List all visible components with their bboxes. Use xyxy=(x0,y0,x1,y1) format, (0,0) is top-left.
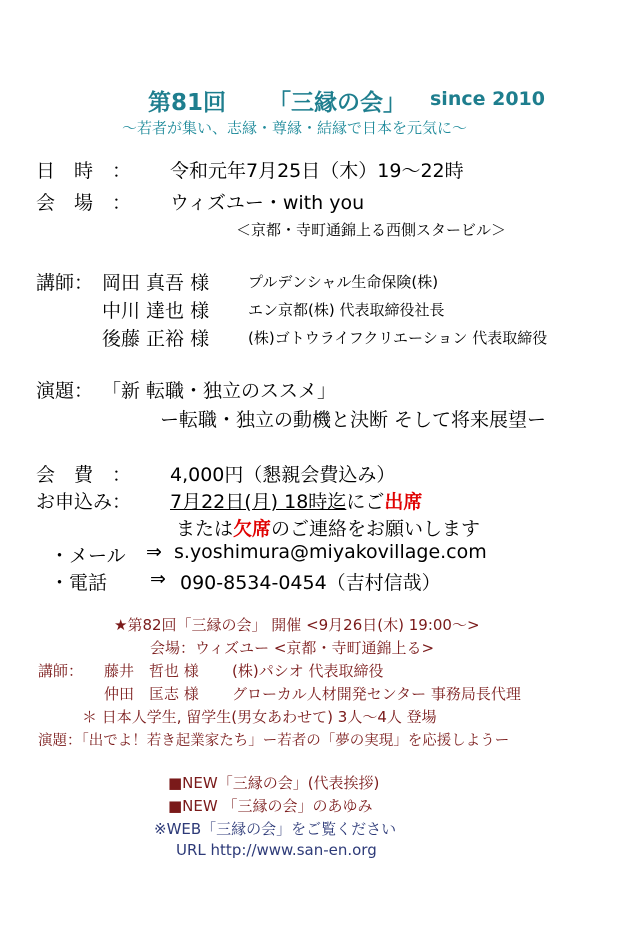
speaker-org-1: プルデンシャル生命保険(株) xyxy=(248,273,439,291)
next-topic: 演題：「出でよ！若き起業家たち」ー若者の「夢の実現」を応援しようー xyxy=(38,733,510,749)
next-venue: 会場：ウィズユー <京都・寺町通錦上る> xyxy=(150,639,435,657)
mail-arrow-icon: ⇒ xyxy=(146,541,162,563)
speaker-name-3: 後藤 正裕 様 xyxy=(102,328,210,350)
apply-text-2: または xyxy=(176,518,234,540)
header-edition: 第81回 xyxy=(148,90,227,116)
link-history[interactable]: ■NEW 「三縁の会」のあゆみ xyxy=(168,797,373,815)
topic-label: 演題： xyxy=(36,380,94,402)
apply-text-3: のご連絡をお願いします xyxy=(271,518,481,540)
speaker-name-1: 岡田 真吾 様 xyxy=(102,272,210,294)
apply-text-1: にご xyxy=(346,491,385,513)
topic-subtitle: ー転職・独立の動機と決断 そして将来展望ー xyxy=(160,409,547,431)
fee-value: 4,000円（懇親会費込み） xyxy=(170,464,396,486)
header-name: 「三縁の会」 xyxy=(268,90,406,116)
venue-value: ウィズユー・with you xyxy=(170,192,365,214)
web-notice: ※WEB「三縁の会」をご覧ください xyxy=(154,820,397,838)
link-greeting[interactable]: ■NEW「三縁の会」(代表挨拶) xyxy=(168,774,380,792)
venue-note: ＜京都・寺町通錦上る西側スタービル＞ xyxy=(236,221,507,239)
header-subtitle: 〜若者が集い、志縁・尊縁・結縁で日本を元気に〜 xyxy=(122,119,468,137)
next-speaker-1-name: 藤井 哲也 様 xyxy=(104,662,199,680)
topic-title: 「新 転職・独立のススメ」 xyxy=(102,380,337,402)
mail-label: ・メール xyxy=(50,545,126,567)
next-speaker-2-org: グローカル人材開発センター 事務局長代理 xyxy=(232,685,521,703)
next-speaker-1-org: (株)パシオ 代表取締役 xyxy=(232,662,384,680)
url-label: URL xyxy=(176,841,206,859)
next-announce: ★第82回「三縁の会」 開催 <9月26日(木) 19:00〜> xyxy=(114,616,480,634)
tel-value: 090-8534-0454（吉村信哉） xyxy=(180,572,441,594)
venue-label: 会 場 ： xyxy=(36,192,132,214)
apply-attend: 出席 xyxy=(384,491,423,513)
next-speaker-2-name: 仲田 匡志 様 xyxy=(104,685,199,703)
apply-absent: 欠席 xyxy=(233,518,272,540)
tel-arrow-icon: ⇒ xyxy=(150,568,166,590)
next-speaker-label: 講師： xyxy=(38,662,84,680)
header-since: since 2010 xyxy=(430,88,545,110)
speaker-org-2: エン京都(株) 代表取締役社長 xyxy=(248,301,445,319)
apply-line-2 xyxy=(176,514,480,541)
next-students: ＊ 日本人学生, 留学生(男女あわせて) 3人〜4人 登場 xyxy=(82,708,437,726)
speaker-org-3: (株)ゴトウライフクリエーション 代表取締役 xyxy=(248,329,548,347)
date-value: 令和元年7月25日（木）19〜22時 xyxy=(170,160,464,182)
speaker-name-2: 中川 達也 様 xyxy=(102,300,210,322)
apply-deadline: 7月22日(月) 18時迄 xyxy=(170,491,347,513)
fee-label: 会 費 ： xyxy=(36,464,132,486)
mail-value[interactable]: s.yoshimura@miyakovillage.com xyxy=(174,541,487,563)
date-label: 日 時 ： xyxy=(36,160,132,182)
speakers-label: 講師： xyxy=(36,272,94,294)
apply-line-1 xyxy=(170,487,422,514)
url-line xyxy=(176,841,377,859)
tel-label: ・電話 xyxy=(50,572,108,594)
apply-label: お申込み： xyxy=(36,491,132,513)
url-link[interactable]: http://www.san-en.org xyxy=(210,841,377,859)
